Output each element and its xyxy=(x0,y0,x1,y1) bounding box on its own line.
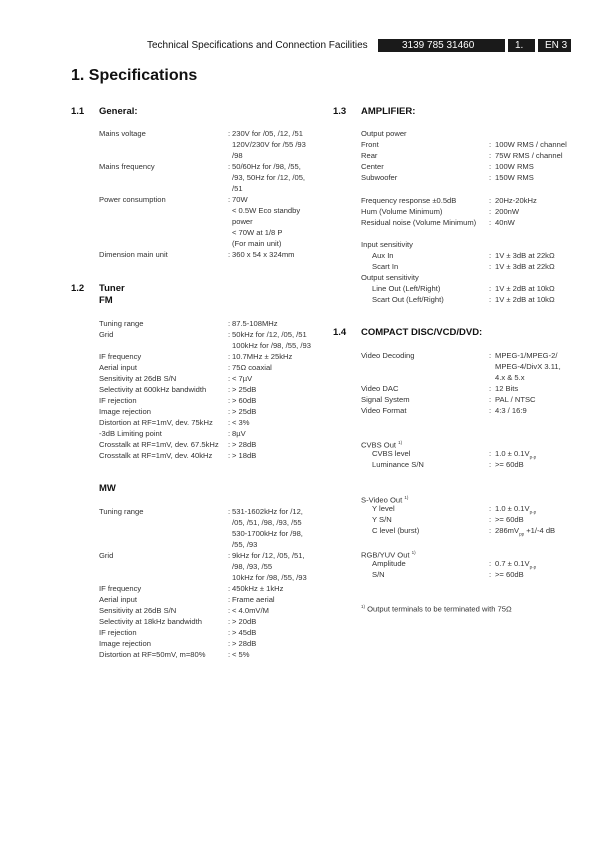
footnote-ref: 1) xyxy=(398,440,403,445)
page-title: 1. Specifications xyxy=(71,67,198,84)
spec-value: (For main unit) xyxy=(232,239,282,248)
spec-value: 100kHz for /98, /55, /93 xyxy=(232,341,311,350)
spec-label: Mains frequency xyxy=(99,162,155,171)
spec-colon: : xyxy=(228,639,231,648)
spec-label: Distortion at RF=1mV, dev. 75kHz xyxy=(99,418,213,427)
spec-value: > 18dB xyxy=(232,451,257,460)
spec-value: /98, /93, /55 xyxy=(232,562,273,571)
spec-label: Tuning range xyxy=(99,507,144,516)
footnote-ref: 1) xyxy=(404,495,409,500)
spec-colon: : xyxy=(228,418,231,427)
spec-label: Video Format xyxy=(361,406,407,415)
spec-value: 200nW xyxy=(495,207,520,216)
spec-colon: : xyxy=(489,207,492,216)
spec-value: > 25dB xyxy=(232,407,257,416)
output-power-label: Output power xyxy=(361,129,407,138)
spec-value: > 28dB xyxy=(232,639,257,648)
spec-colon: : xyxy=(489,196,492,205)
spec-value: 1V ± 3dB at 22kΩ xyxy=(495,251,555,260)
spec-colon: : xyxy=(489,406,492,415)
spec-label: Crosstalk at RF=1mV, dev. 40kHz xyxy=(99,451,213,460)
spec-colon: : xyxy=(228,628,231,637)
spec-value: 4.x & 5.x xyxy=(495,373,525,382)
spec-label: Rear xyxy=(361,151,378,160)
spec-colon: : xyxy=(228,250,231,259)
spec-value: /55, /93 xyxy=(232,540,258,549)
spec-colon: : xyxy=(228,440,231,449)
spec-value: >= 60dB xyxy=(495,570,524,579)
spec-value: /93, 50Hz for /12, /05, xyxy=(232,173,306,182)
spec-colon: : xyxy=(489,526,492,535)
spec-value: < 7µV xyxy=(232,374,253,383)
spec-colon: : xyxy=(228,584,231,593)
spec-value: >= 60dB xyxy=(495,515,524,524)
spec-value: 10kHz for /98, /55, /93 xyxy=(232,573,307,582)
header-title: Technical Specifications and Connection Facilities xyxy=(147,40,368,51)
spec-label: Center xyxy=(361,162,384,171)
rgb-title: RGB/YUV Out $^{1)}$ xyxy=(361,550,416,560)
lang-code: EN 3 xyxy=(545,40,568,51)
spec-colon: : xyxy=(489,284,492,293)
spec-value: < 4.0mV/M xyxy=(232,606,269,615)
spec-value: 100W RMS xyxy=(495,162,534,171)
input-sensitivity-label: Input sensitivity xyxy=(361,240,413,249)
spec-value: < 0.5W Eco standby xyxy=(232,206,301,215)
spec-value: $1.0 \pm 0.1V_{p-p}$ xyxy=(495,504,537,515)
spec-label: Aux In xyxy=(372,251,394,260)
spec-label: Selectivity at 18kHz bandwidth xyxy=(99,617,202,626)
footnote xyxy=(361,601,512,615)
spec-value: $1.0 \pm 0.1V_{p-p}$ xyxy=(495,449,537,460)
spec-value: MPEG-4/DivX 3.11, xyxy=(495,362,561,371)
spec-label: -3dB Limiting point xyxy=(99,429,162,438)
spec-value: 150W RMS xyxy=(495,173,534,182)
spec-label: Image rejection xyxy=(99,407,151,416)
spec-value: /98 xyxy=(232,151,243,160)
spec-label: Y level xyxy=(372,504,395,513)
footnote-text: Output terminals to be terminated with 75Ω xyxy=(367,604,512,614)
spec-colon: : xyxy=(489,218,492,227)
spec-value: 40nW xyxy=(495,218,515,227)
page-number-box xyxy=(508,39,535,52)
tuner-title: Tuner xyxy=(99,283,125,294)
spec-label: Power consumption xyxy=(99,195,166,204)
spec-value: < 5% xyxy=(232,650,250,659)
footnote-ref: 1) xyxy=(411,550,416,555)
spec-value: 10.7MHz ± 25kHz xyxy=(232,352,293,361)
spec-value: 50/60Hz for /98, /55, xyxy=(232,162,301,171)
spec-label: Image rejection xyxy=(99,639,151,648)
spec-label: Line Out (Left/Right) xyxy=(372,284,441,293)
spec-value: power xyxy=(232,217,253,226)
spec-label: Sensitivity at 26dB S/N xyxy=(99,374,177,383)
spec-colon: : xyxy=(489,515,492,524)
spec-value: 1V ± 2dB at 10kΩ xyxy=(495,284,555,293)
spec-colon: : xyxy=(228,352,231,361)
spec-label: Tuning range xyxy=(99,319,144,328)
spec-label: Crosstalk at RF=1mV, dev. 67.5kHz xyxy=(99,440,219,449)
unit-subscript: p-p xyxy=(529,564,537,570)
spec-value: 230V for /05, /12, /51 xyxy=(232,129,303,138)
spec-label: CVBS level xyxy=(372,449,411,458)
spec-colon: : xyxy=(228,407,231,416)
doc-number: 3139 785 31460 xyxy=(402,40,475,51)
fm-title: FM xyxy=(99,295,113,306)
spec-label: Dimension main unit xyxy=(99,250,168,259)
spec-value: 12 Bits xyxy=(495,384,519,393)
spec-label: Front xyxy=(361,140,379,149)
general-title: General: xyxy=(99,106,138,117)
spec-value: > 60dB xyxy=(232,396,257,405)
output-sensitivity-label: Output sensitivity xyxy=(361,273,419,282)
spec-value: 530-1700kHz for /98, xyxy=(232,529,303,538)
spec-label: Subwoofer xyxy=(361,173,398,182)
spec-value: 75Ω coaxial xyxy=(232,363,272,372)
spec-label: Video DAC xyxy=(361,384,399,393)
spec-value: 8µV xyxy=(232,429,246,438)
spec-colon: : xyxy=(228,617,231,626)
spec-label: Residual noise (Volume Minimum) xyxy=(361,218,477,227)
spec-value: 87.5-108MHz xyxy=(232,319,278,328)
spec-value: /05, /51, /98, /93, /55 xyxy=(232,518,302,527)
spec-label: Scart Out (Left/Right) xyxy=(372,295,444,304)
spec-value: 1V ± 3dB at 22kΩ xyxy=(495,262,555,271)
footnote-mark: 1) xyxy=(361,604,366,609)
spec-colon: : xyxy=(489,140,492,149)
spec-value: $0.7 \pm 0.1V_{p-p}$ xyxy=(495,559,537,570)
amplifier-title: AMPLIFIER: xyxy=(361,106,416,117)
spec-colon: : xyxy=(489,262,492,271)
spec-colon: : xyxy=(228,195,231,204)
spec-value: $286mV_{pp} +1/-4$ dB xyxy=(495,526,556,537)
spec-colon: : xyxy=(228,451,231,460)
spec-colon: : xyxy=(489,162,492,171)
spec-value: 100W RMS / channel xyxy=(495,140,567,149)
spec-value: 75W RMS / channel xyxy=(495,151,563,160)
spec-value: 20Hz-20kHz xyxy=(495,196,537,205)
spec-label: Scart In xyxy=(372,262,399,271)
spec-colon: : xyxy=(228,319,231,328)
spec-colon: : xyxy=(228,363,231,372)
spec-value: 1V ± 2dB at 10kΩ xyxy=(495,295,555,304)
spec-label: Aerial input xyxy=(99,595,137,604)
spec-value: 9kHz for /12, /05, /51, xyxy=(232,551,305,560)
spec-colon: : xyxy=(228,330,231,339)
spec-colon: : xyxy=(228,396,231,405)
page-number: 1. xyxy=(515,40,524,51)
spec-label: S/N xyxy=(372,570,385,579)
spec-label: IF frequency xyxy=(99,584,142,593)
spec-label: Video Decoding xyxy=(361,351,415,360)
spec-value: 360 x 54 x 324mm xyxy=(232,250,295,259)
spec-label: C level (burst) xyxy=(372,526,420,535)
spec-colon: : xyxy=(489,351,492,360)
spec-colon: : xyxy=(228,551,231,560)
spec-value: < 70W at 1/8 P xyxy=(232,228,283,237)
doc-number-box xyxy=(378,39,505,52)
spec-colon: : xyxy=(489,295,492,304)
spec-colon: : xyxy=(228,129,231,138)
spec-colon: : xyxy=(489,460,492,469)
spec-value: 50kHz for /12, /05, /51 xyxy=(232,330,307,339)
spec-label: Aerial input xyxy=(99,363,137,372)
spec-colon: : xyxy=(489,449,492,458)
svideo-title: S-Video Out $^{1)}$ xyxy=(361,495,409,505)
spec-label: Amplitude xyxy=(372,559,406,568)
spec-label: IF rejection xyxy=(99,396,137,405)
disc-num: 1.4 xyxy=(333,327,347,338)
spec-colon: : xyxy=(228,385,231,394)
spec-colon: : xyxy=(489,251,492,260)
amplifier-num: 1.3 xyxy=(333,106,347,117)
spec-colon: : xyxy=(228,507,231,516)
spec-value: 531-1602kHz for /12, xyxy=(232,507,303,516)
unit-subscript: p-p xyxy=(529,454,537,460)
spec-value: Frame aerial xyxy=(232,595,275,604)
tuner-num: 1.2 xyxy=(71,283,85,294)
spec-value: MPEG-1/MPEG-2/ xyxy=(495,351,558,360)
spec-label: Signal System xyxy=(361,395,410,404)
spec-value: 120V/230V for /55 /93 xyxy=(232,140,306,149)
disc-title: COMPACT DISC/VCD/DVD: xyxy=(361,327,483,338)
unit-subscript: p-p xyxy=(529,509,537,515)
spec-colon: : xyxy=(228,162,231,171)
spec-value: /51 xyxy=(232,184,243,193)
spec-colon: : xyxy=(489,559,492,568)
mw-title: MW xyxy=(99,483,116,494)
cvbs-title: CVBS Out $^{1)}$ xyxy=(361,440,403,450)
spec-label: Y S/N xyxy=(372,515,392,524)
spec-value: < 3% xyxy=(232,418,250,427)
general-num: 1.1 xyxy=(71,106,85,117)
spec-label: IF rejection xyxy=(99,628,137,637)
spec-value: > 28dB xyxy=(232,440,257,449)
spec-colon: : xyxy=(489,151,492,160)
spec-colon: : xyxy=(228,595,231,604)
spec-label: Luminance S/N xyxy=(372,460,424,469)
spec-value: > 20dB xyxy=(232,617,257,626)
spec-label: Frequency response ±0.5dB xyxy=(361,196,457,205)
spec-value: > 25dB xyxy=(232,385,257,394)
spec-colon: : xyxy=(489,570,492,579)
spec-colon: : xyxy=(228,606,231,615)
spec-value: PAL / NTSC xyxy=(495,395,536,404)
spec-label: Distortion at RF=50mV, m=80% xyxy=(99,650,206,659)
spec-label: Selectivity at 600kHz bandwidth xyxy=(99,385,207,394)
spec-value: 4:3 / 16:9 xyxy=(495,406,527,415)
spec-label: Mains voltage xyxy=(99,129,146,138)
spec-colon: : xyxy=(228,429,231,438)
spec-colon: : xyxy=(489,504,492,513)
spec-colon: : xyxy=(489,173,492,182)
spec-label: IF frequency xyxy=(99,352,142,361)
spec-colon: : xyxy=(228,374,231,383)
spec-label: Grid xyxy=(99,551,114,560)
spec-label: Grid xyxy=(99,330,114,339)
lang-box xyxy=(538,39,571,52)
spec-value: 70W xyxy=(232,195,248,204)
spec-label: Sensitivity at 26dB S/N xyxy=(99,606,177,615)
spec-value: >= 60dB xyxy=(495,460,524,469)
spec-value: 450kHz ± 1kHz xyxy=(232,584,284,593)
spec-value: > 45dB xyxy=(232,628,257,637)
spec-colon: : xyxy=(489,384,492,393)
spec-label: Hum (Volume Minimum) xyxy=(361,207,443,216)
spec-colon: : xyxy=(489,395,492,404)
unit-subscript: pp xyxy=(519,531,525,537)
spec-colon: : xyxy=(228,650,231,659)
